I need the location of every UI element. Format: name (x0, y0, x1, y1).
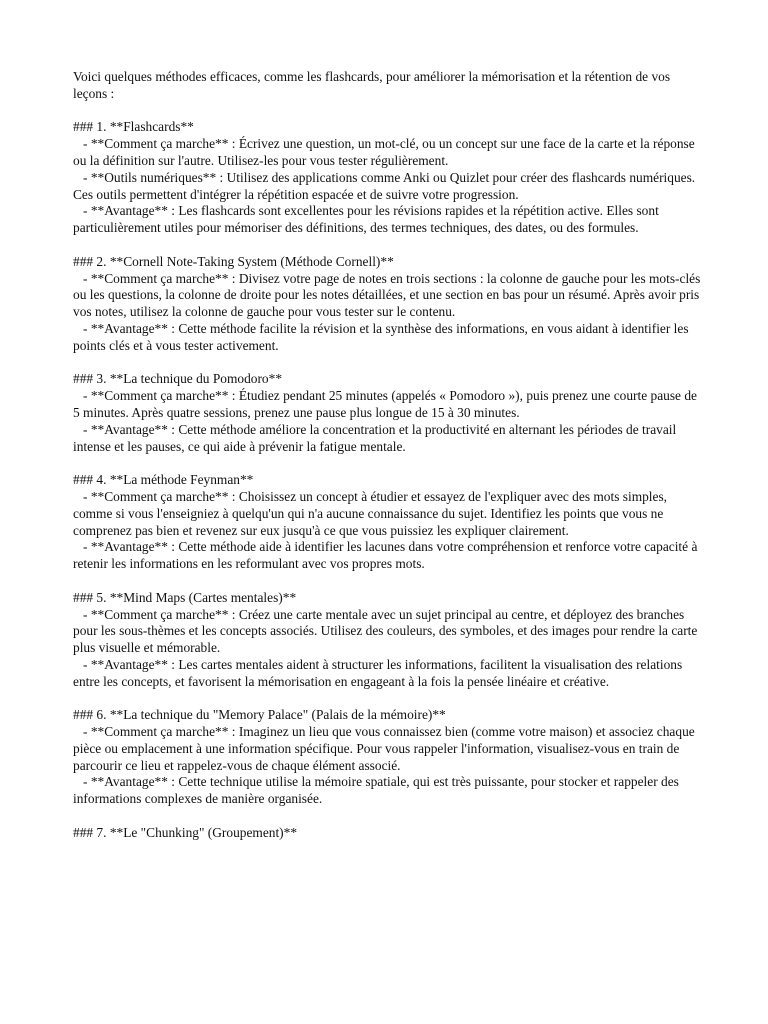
section-item: - **Avantage** : Cette technique utilise la mémoire spatiale, qui est très puissante, pour stocker et rappeler des informations complexes de manière organisée. (73, 774, 683, 807)
spacer (73, 237, 701, 254)
section-item: - **Comment ça marche** : Choisissez un concept à étudier et essayez de l'expliquer avec des mots simples, comme si vous l'enseigniez à quelqu'un qui n'a aucune connaissance du sujet. Identifiez les points que vous ne comprenez pas bien et revenez sur eux jusqu'à ce que vous puissiez les expliquer clairement. (73, 488, 671, 538)
section-heading: ### 4. **La méthode Feynman** (73, 472, 254, 488)
section-item: - **Avantage** : Cette méthode améliore la concentration et la productivité en alternant les périodes de travail intense et les pauses, ce qui aide à prévenir la fatigue mentale. (73, 421, 680, 454)
section-1 (73, 119, 701, 237)
spacer (73, 690, 701, 707)
document-page (73, 69, 704, 842)
section-6 (73, 707, 701, 808)
spacer (73, 103, 701, 120)
section-5 (73, 590, 701, 691)
spacer (73, 355, 701, 372)
spacer (73, 455, 701, 472)
section-heading: ### 5. **Mind Maps (Cartes mentales)** (73, 589, 297, 605)
section-item: - **Comment ça marche** : Étudiez pendant 25 minutes (appelés « Pomodoro »), puis prenez une courte pause de 5 minutes. Après quatre sessions, prenez une pause plus longue de 15 à 30 minutes. (73, 388, 701, 420)
section-item: - **Avantage** : Les flashcards sont excellentes pour les révisions rapides et la répétition active. Elles sont particulièrement utiles pour mémoriser des définitions, des termes techniques, des dates, ou des formules. (73, 203, 663, 236)
spacer (73, 573, 701, 590)
section-heading: ### 6. **La technique du "Memory Palace" (Palais de la mémoire)** (73, 707, 446, 723)
section-4 (73, 472, 701, 573)
section-2 (73, 253, 704, 355)
section-3 (73, 371, 701, 455)
section-item: - **Avantage** : Les cartes mentales aident à structurer les informations, facilitent la visualisation des relations entre les concepts, et favorisent la mémorisation en engageant à la fois la pensée linéaire et créative. (73, 656, 686, 689)
section-heading: ### 1. **Flashcards** (73, 119, 194, 135)
section-item: - **Outils numériques** : Utilisez des applications comme Anki ou Quizlet pour créer des flashcards numériques. Ces outils permettent d'intégrer la répétition espacée et de suivre votre progression. (73, 169, 699, 202)
intro-paragraph: Voici quelques méthodes efficaces, comme les flashcards, pour améliorer la mémorisation et la rétention de vos leçons : (73, 69, 674, 101)
section-item: - **Comment ça marche** : Imaginez un lieu que vous connaissez bien (comme votre maison) et associez chaque pièce ou emplacement à une information spécifique. Pour vous rappeler l'information, visualisez-vous en train de parcourir ce lieu et rappelez-vous de chaque élément associé. (73, 724, 699, 773)
section-heading: ### 3. **La technique du Pomodoro** (73, 371, 283, 387)
section-item: - **Comment ça marche** : Écrivez une question, un mot-clé, ou un concept sur une face de la carte et la réponse ou la définition sur l'autre. Utilisez-les pour vous tester régulièrement. (73, 136, 699, 168)
section-heading: ### 7. **Le "Chunking" (Groupement)** (73, 824, 298, 840)
section-item: - **Comment ça marche** : Divisez votre page de notes en trois sections : la colonne de gauche pour les mots-clés ou les questions, la colonne de droite pour les notes détaillées, et une section en bas pour un résumé. Après avoir pris vos notes, utilisez la colonne de gauche pour vous tester sur le contenu. (73, 270, 704, 320)
section-heading: ### 2. **Cornell Note-Taking System (Méthode Cornell)** (73, 253, 394, 269)
section-7 (73, 825, 701, 842)
section-item: - **Comment ça marche** : Créez une carte mentale avec un sujet principal au centre, et déployez des branches pour les sous-thèmes et les concepts associés. Utilisez des couleurs, des symboles, et des images pour rendre la carte plus visuelle et mémorable. (73, 606, 701, 656)
section-item: - **Avantage** : Cette méthode facilite la révision et la synthèse des informations, en vous aidant à identifier les points clés et à vous tester activement. (73, 320, 692, 353)
section-item: - **Avantage** : Cette méthode aide à identifier les lacunes dans votre compréhension et renforce votre capacité à retenir les informations en les reformulant avec vos propres mots. (73, 539, 701, 572)
spacer (73, 808, 701, 825)
